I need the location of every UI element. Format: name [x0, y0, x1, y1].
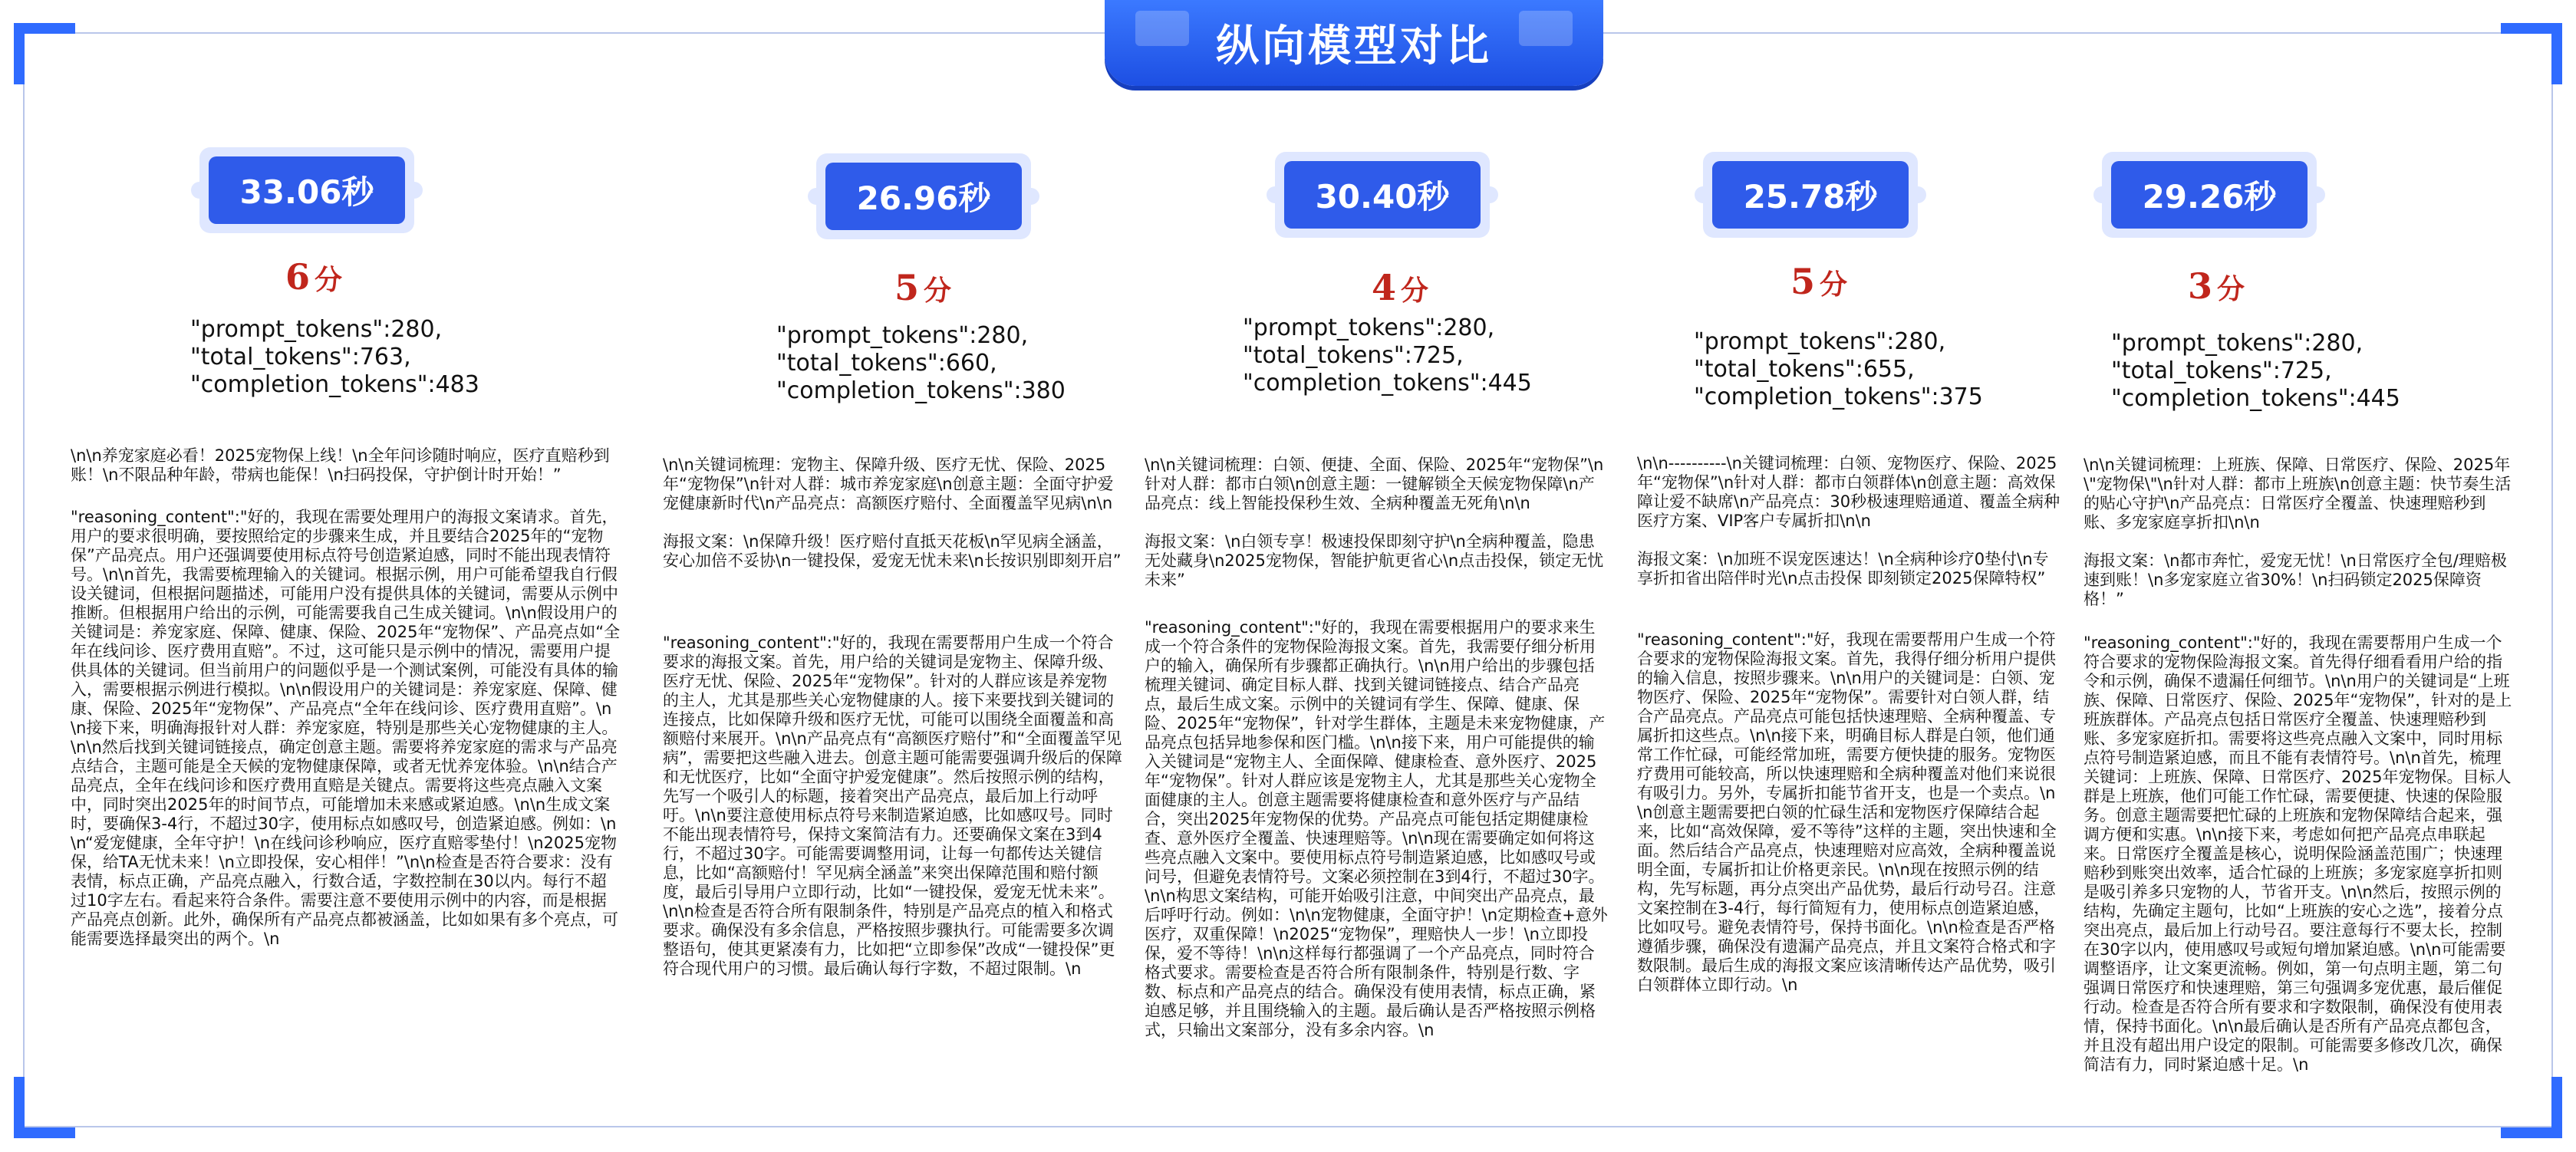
time-badge — [1703, 152, 1918, 238]
model-output: \n\n关键词梳理：宠物主、保障升级、医疗无忧、保险、2025年“宠物保”\n针对人群：城市养宠家庭\n创意主题：全面守护爱宠健康新时代\n产品亮点：高额医疗赔付、全面覆盖罕见病\n\n 海报文案：\n保障升级！医疗赔付直抵天花板\n罕见病全涵盖，安心加倍不妥协\n一键投保，爱宠无忧未来\n长按识别即刻开启” — [663, 456, 1122, 570]
reasoning-content: "reasoning_content":"好，我现在需要帮用户生成一个符合要求的宠物保险海报文案。首先，我得仔细分析用户提供的输入信息，按照步骤来。\n\n用户的关键词是：白领、宠物医疗、保险、2025年“宠物保”。需要针对白领人群，结合产品亮点。产品亮点可能包括快速理赔、全病种覆盖、专属折扣这些点。\n\n接下来，明确目标人群是白领，他们通常工作忙碌，可能经常加班，需要方便快捷的服务。宠物医疗费用可能较高，所以快速理赔和全病种覆盖对他们来说很有吸引力。另外，专属折扣能节省开支，也是一个卖点。\n\n创意主题需要把白领的忙碌生活和宠物医疗保障结合起来，比如“高效保障，爱不等待”这样的主题，突出快速和全面。然后结合产品亮点，快速理赔对应高效，全病种覆盖说明全面，专属折扣让价格更亲民。\n\n现在按照示例的结构，先写标题，再分点突出产品优势，最后行动号召。注意文案控制在3-4行，每行简短有力，使用标点创造紧迫感，比如叹号。避免表情符号，保持书面化。\n\n检查是否严格遵循步骤，确保没有遗漏产品亮点，并且文案符合格式和字数限制。最后生成的海报文案应该清晰传达产品优势，吸引白领群体立即行动。\n — [1637, 630, 2057, 994]
score: 4 分 — [1372, 267, 1429, 308]
reasoning-content: "reasoning_content":"好的，我现在需要根据用户的要求来生成一个符合条件的宠物保险海报文案。首先，我需要仔细分析用户的输入，确保所有步骤都正确执行。\n\n用户给出的步骤包括梳理关键词、确定目标人群、找到关键词链接点、结合产品亮点，最后生成文案。示例中的关键词有学生、保障、健康、保险、2025年“宠物保”，针对学生群体，主题是未来宠物健康，产品亮点包括异地参保和医门槛。\n\n接下来，用户可能提供的输入关键词是“宠物主人、全面保障、健康检查、意外医疗、2025年“宠物保”。针对人群应该是宠物主人，尤其是那些关心宠物全面健康的主人。创意主题需要将健康检查和意外医疗与产品结合，突出2025年宠物保的优势。产品亮点可能包括定期健康检查、意外医疗全覆盖、快速理赔等。\n\n现在需要确定如何将这些亮点融入文案中。要使用标点符号制造紧迫感，比如感叹号或问号，但避免表情符号。文案必须控制在3到4行，不超过30字。\n\n构思文案结构，可能开始吸引注意，中间突出产品亮点，最后呼吁行动。例如：\n\n宠物健康，全面守护！\n定期检查+意外医疗，双重保障！\n2025“宠物保”，理赔快人一步！\n立即投保，爱不等待！\n\n这样每行都强调了一个产品亮点，同时符合格式要求。需要检查是否符合所有限制条件，特别是行数、字数、标点和产品亮点的结合。确保没有使用表情，标点正确，紧迫感足够，并且围绕输入的主题。最后确认是否严格按照示例格式，只输出文案部分，没有多余内容。\n — [1145, 618, 1608, 1039]
score: 6 分 — [285, 256, 343, 298]
score: 5 分 — [894, 267, 952, 308]
model-output: \n\n----------\n关键词梳理：白领、宠物医疗、保险、2025年“宠物保”\n针对人群：都市白领群体\n创意主题：高效保障让爱不缺席\n产品亮点：30秒极速理赔通道、覆盖全病种医疗方案、VIP客户专属折扣\n\n 海报文案：\n加班不误宠医速达！\n全病种诊疗0垫付\n专享折扣省出陪伴时光\n点击投保 即刻锁定2025保障特权” — [1637, 454, 2060, 588]
time-badge — [1275, 152, 1490, 238]
token-stats: "prompt_tokens":280, "total_tokens":655, "completion_tokens":375 — [1694, 328, 1983, 410]
page-title: 纵向模型对比 — [1216, 21, 1492, 71]
token-stats: "prompt_tokens":280, "total_tokens":660, "completion_tokens":380 — [776, 322, 1066, 404]
time-badge — [2102, 152, 2317, 238]
model-output: \n\n关键词梳理：上班族、保障、日常医疗、保险、2025年\"宠物保\"\n针对人群：都市上班族\n创意主题：快节奏生活的贴心守护\n产品亮点：日常医疗全覆盖、快速理赔秒到账、多宠家庭享折扣\n\n 海报文案：\n都市奔忙，爱宠无忧！\n日常医疗全包/理赔极速到账！\n多宠家庭立省30%！\n扫码锁定2025保障资格！” — [2084, 456, 2512, 608]
token-stats: "prompt_tokens":280, "total_tokens":725, "completion_tokens":445 — [1243, 314, 1532, 397]
model-output: \n\n关键词梳理：白领、便捷、全面、保险、2025年“宠物保”\n针对人群：都市白领\n创意主题：一键解锁全天候宠物保障\n产品亮点：线上智能投保秒生效、全病种覆盖无死角\n\n 海报文案：\n白领专享！极速投保即刻守护\n全病种覆盖，隐患无处藏身\n2025宠物保，智能护航更省心\n点击投保，锁定无忧未来” — [1145, 456, 1604, 589]
token-stats: "prompt_tokens":280, "total_tokens":725, "completion_tokens":445 — [2111, 330, 2400, 412]
time-badge — [816, 153, 1031, 239]
time-value: 30.40秒 — [1284, 161, 1481, 229]
time-badge — [199, 147, 414, 233]
model-output: \n\n养宠家庭必看！2025宠物保上线！\n全年问诊随时响应，医疗直赔秒到账！\n不限品种年龄，带病也能保！\n扫码投保，守护倒计时开始！” — [71, 446, 610, 484]
corner-decoration — [14, 1077, 75, 1138]
time-value: 33.06秒 — [209, 156, 405, 224]
time-value: 25.78秒 — [1712, 161, 1909, 229]
time-value: 29.26秒 — [2111, 161, 2308, 229]
score: 5 分 — [1790, 261, 1848, 302]
score: 3 分 — [2188, 265, 2245, 307]
time-value: 26.96秒 — [825, 163, 1022, 230]
corner-decoration — [2501, 23, 2562, 84]
title-banner — [1105, 0, 1603, 86]
reasoning-content: "reasoning_content":"好的，我现在需要处理用户的海报文案请求。首先，用户的要求很明确，要按照给定的步骤来生成，并且要结合2025年的“宠物保”产品亮点。用户还强调要使用标点符号创造紧迫感，同时不能出现表情符号。\n\n首先，我需要梳理输入的关键词。根据示例，用户可能希望我自行假设关键词，但根据问题描述，可能用户没有提供具体的关键词，需要从示例中推断。但根据用户给出的示例，可能需要我自己生成关键词。\n\n假设用户的关键词是：养宠家庭、保障、健康、保险、2025年“宠物保”、产品亮点如“全年在线问诊、医疗费用直赔”。不过，这可能只是示例中的情况，需要用户提供具体的关键词。但当前用户的问题似乎是一个测试案例，可能没有具体的输入，需要根据示例进行模拟。\n\n假设用户的关键词是：养宠家庭、保障、健康、保险、2025年“宠物保”、产品亮点“全年在线问诊、医疗费用直赔”。\n\n接下来，明确海报针对人群：养宠家庭，特别是那些关心宠物健康的主人。\n\n然后找到关键词链接点，确定创意主题。需要将养宠家庭的需求与产品亮点结合，主题可能是全天候的宠物健康保障，或者无忧养宠体验。\n\n结合产品亮点，全年在线问诊和医疗费用直赔是关键点。需要将这些亮点融入文案中，同时突出2025年的时间节点，可能增加未来感或紧迫感。\n\n生成文案时，要确保3-4行，不超过30字，使用标点如感叹号，创造紧迫感。例如：\n\n“爱宠健康，全年守护！\n在线问诊秒响应，医疗直赔零垫付！\n2025宠物保，给TA无忧未来！\n立即投保，安心相伴！”\n\n检查是否符合要求：没有表情，标点正确，产品亮点融入，行数合适，字数控制在30以内。每行不超过10字左右。看起来符合条件。需要注意不要使用示例中的内容，而是根据产品亮点创新。此外，确保所有产品亮点都被涵盖，比如如果有多个亮点，可能需要选择最突出的两个。\n — [71, 508, 621, 948]
corner-decoration — [2501, 1077, 2562, 1138]
reasoning-content: "reasoning_content":"好的，我现在需要帮用户生成一个符合要求的宠物保险海报文案。首先得仔细看看用户给的指令和示例，确保不遗漏任何细节。\n\n用户的关键词是“上班族、保障、日常医疗、保险、2025年“宠物保”，针对的是上班族群体。产品亮点包括日常医疗全覆盖、快速理赔秒到账、多宠家庭折扣。需要将这些亮点融入文案中，同时用标点符号制造紧迫感，而且不能有表情符号。\n\n首先，梳理关键词：上班族、保障、日常医疗、2025年宠物保。目标人群是上班族，他们可能工作忙碌，需要便捷、快速的保险服务。创意主题需要把忙碌的上班族和宠物保障结合起来，强调方便和实惠。\n\n接下来，考虑如何把产品亮点串联起来。日常医疗全覆盖是核心，说明保险涵盖范围广；快速理赔秒到账突出效率，适合忙碌的上班族；多宠家庭享折扣则是吸引养多只宠物的人，节省开支。\n\n然后，按照示例的结构，先确定主题句，比如“上班族的安心之选”，接着分点突出亮点，最后加上行动号召。要注意每行不要太长，控制在30字以内，使用感叹号或短句增加紧迫感。\n\n可能需要调整语序，让文案更流畅。例如，第一句点明主题，第二句强调日常医疗和快速理赔，第三句强调多宠优惠，最后催促行动。检查是否符合所有要求和字数限制，确保没有使用表情，保持书面化。\n\n最后确认是否所有产品亮点都包含，并且没有超出用户设定的限制。可能需要多修改几次，确保简洁有力，同时紧迫感十足。\n — [2084, 634, 2512, 1074]
token-stats: "prompt_tokens":280, "total_tokens":763, "completion_tokens":483 — [190, 316, 479, 398]
reasoning-content: "reasoning_content":"好的，我现在需要帮用户生成一个符合要求的海报文案。首先，用户给的关键词是宠物主、保障升级、医疗无忧、保险、2025年“宠物保”。针对的人群应该是养宠物的主人，尤其是那些关心宠物健康的人。接下来要找到关键词的连接点，比如保障升级和医疗无忧，可能可以围绕全面覆盖和高额赔付来展开。\n\n产品亮点有“高额医疗赔付”和“全面覆盖罕见病”，需要把这些融入进去。创意主题可能需要强调升级后的保障和无忧医疗，比如“全面守护爱宠健康”。然后按照示例的结构，先写一个吸引人的标题，接着突出产品亮点，最后加上行动呼吁。\n\n要注意使用标点符号来制造紧迫感，比如感叹号。同时不能出现表情符号，保持文案简洁有力。还要确保文案在3到4行，不超过30字。可能需要调整用词，让每一句都传达关键信息，比如“高额赔付！罕见病全涵盖”来突出保障范围和赔付额度，最后引导用户立即行动，比如“一键投保，爱宠无忧未来”。\n\n检查是否符合所有限制条件，特别是产品亮点的植入和格式要求。确保没有多余信息，严格按照步骤执行。可能需要多次调整语句，使其更紧凑有力，比如把“立即参保”改成“一键投保”更符合现代用户的习惯。最后确认每行字数，不超过限制。\n — [663, 634, 1122, 978]
corner-decoration — [14, 23, 75, 84]
